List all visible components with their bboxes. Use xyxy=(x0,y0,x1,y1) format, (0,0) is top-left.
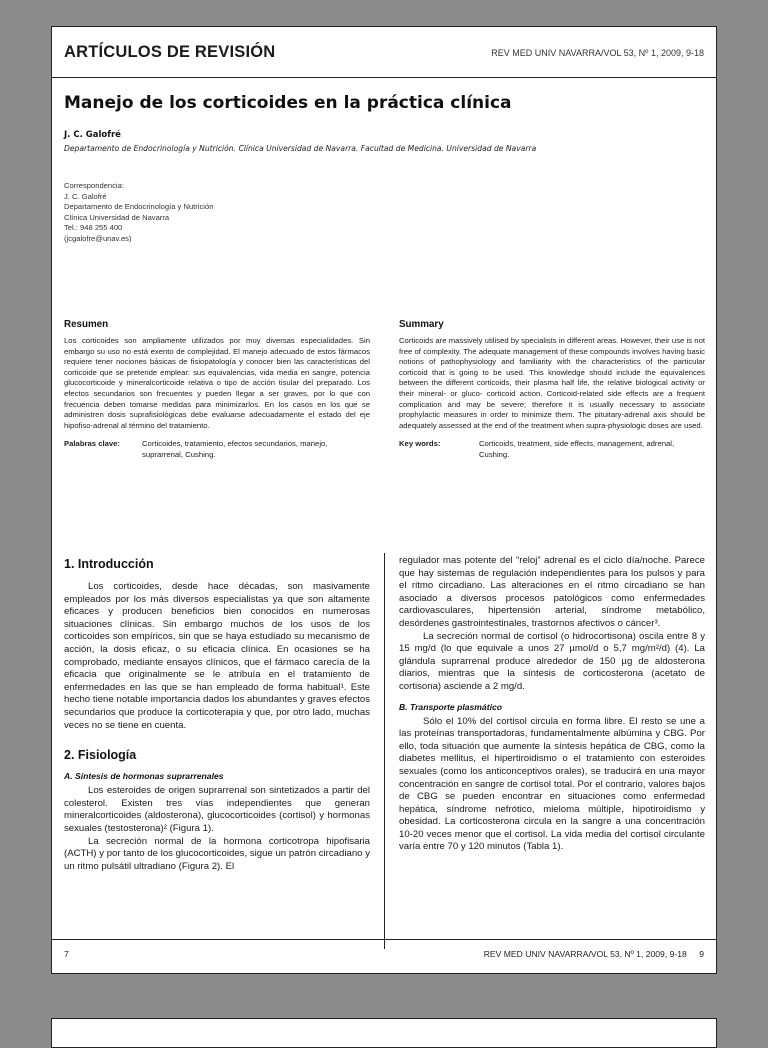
physiology-paragraph-2: La secreción normal de la hormona corticotropa hipofisaria (ACTH) y por tanto de los glucocorticoides, sigue un patrón circadiano y un ritmo pulsátil ultradiano (Figura 2). El xyxy=(64,835,370,872)
article-author: J. C. Galofré xyxy=(64,130,121,140)
footer-rule xyxy=(52,939,716,940)
cortisol-secretion-paragraph: La secreción normal de cortisol (o hidrocortisona) oscila entre 8 y 15 mg/d (lo que equivale a unos 27 µmol/d o 5,7 mg/m²/d) (4). La glándula suprarrenal produce alrededor de 150 µg de aldosterona diarios, mientras que la síntesis de corticosterona (acetato de cortisona) asciende a 2 mg/d. xyxy=(399,630,705,692)
summary-keywords xyxy=(399,439,705,460)
introduction-heading: 1. Introducción xyxy=(64,557,154,571)
correspondence-label: Correspondencia: xyxy=(64,181,124,190)
introduction-paragraph: Los corticoides, desde hace décadas, son masivamente empleados por los más diversos especialistas ya que son altamente eficaces y producen beneficios bien conocidos en numerosas situaciones clínicas. Sin embargo muchos de los usos de los corticoides son empíricos, sin que se haya estudiado su mecanismo de acción, la dosis eficaz, o su eficacia clínica. En ocasiones se ha comprobado, mediante ensayos clínicos, que el fármaco carecía de la eficacia que originalmente se le atribuía en el tratamiento de enfermedades en las que se han empleado de forma habitual¹. Este hecho tiene notable importancia dados los abundantes y graves efectos secundarios que produce la corticoterapia y que, por otro lado, muchas veces no se tiene en cuenta. xyxy=(64,581,370,731)
page-number-left: 7 xyxy=(64,949,69,959)
column-divider xyxy=(384,553,385,949)
key-words-label: Key words: xyxy=(399,439,441,449)
keywords-label: Palabras clave: xyxy=(64,439,120,449)
page-number-right: 9 xyxy=(699,949,704,959)
summary-heading: Summary xyxy=(399,319,444,330)
key-words-text: Corticoids, treatment, side effects, management, adrenal, Cushing. xyxy=(479,439,675,459)
next-page-edge xyxy=(51,1018,717,1048)
header-rule xyxy=(52,77,716,78)
summary-text: Corticoids are massively utilised by specialists in different areas. However, their use is not free of complexity. The adequate management of these compounds involves having basic notions of pathophysiology and familiarity with the characteristics of the particular corticoid that is going to be used. This knowledge should include the equivalences between the different corticoids, their plasma half life, the relative biological activity or their mineral- or gluco- corticoid action. Corticoid-related side effects are a frequent complication and may be severe; therefore it is usually necessary to associate prophylactic measures in order to minimize them. The pituitary-adrenal axis should be adequately assessed at the end of the treatment when supra-physiologic doses are used. xyxy=(399,336,705,430)
summary-block xyxy=(399,319,705,461)
keywords-text: Corticoides, tratamiento, efectos secundarios, manejo, suprarrenal, Cushing. xyxy=(142,439,328,459)
resumen-block xyxy=(64,319,370,461)
section-label: ARTÍCULOS DE REVISIÓN xyxy=(64,43,276,61)
transport-body xyxy=(399,716,705,855)
resumen-heading: Resumen xyxy=(64,319,109,330)
correspondence-email[interactable]: (jcgalofre@unav.es) xyxy=(64,233,132,243)
physiology-heading: 2. Fisiología xyxy=(64,748,137,763)
introduction-body xyxy=(64,581,370,732)
author-affiliation: Departamento de Endocrinología y Nutrición. Clínica Universidad de Navarra. Facultad de Medicina. Universidad de Navarra xyxy=(64,144,537,153)
document-page xyxy=(51,26,717,974)
correspondence-block xyxy=(64,181,364,245)
correspondence-institution: Clínica Universidad de Navarra xyxy=(64,212,170,222)
body-column-left xyxy=(64,557,370,873)
transport-paragraph: Sólo el 10% del cortisol circula en forma libre. El resto se une a las proteínas transportadoras, fundamentalmente albúmina y CBG. Por ello, toda situación que aumente la síntesis hepática de CBG, como la diabetes mellitus, el hipertiroidismo o el tratamiento con esteroides sexuales (como los anticonceptivos orales), se traducirá en una mayor concentración en sangre de cortisol total. Por el contrario, valores bajos de CBG se pueden encontrar en situaciones como enfermedad hepática, síndrome nefrótico, mieloma múltiple, hipotiroidismo y obesidad. La corticosterona circula en la sangre a una concentración 10-20 veces menor que el cortisol. La vida media del cortisol circulante varía entre 70 y 120 minutos (Tabla 1). xyxy=(399,715,705,853)
physiology-paragraph-1: Los esteroides de origen suprarrenal son sintetizados a partir del colesterol. Existen tres vías independientes que generan mineralcorticoides (aldosterona), glucocorticoides (cortisol) y hormonas sexuales (testosterona)² (Figura 1). xyxy=(64,785,370,834)
correspondence-department: Departamento de Endocrinología y Nutrición xyxy=(64,202,214,212)
resumen-text: Los corticoides son ampliamente utilizados por muy diversas especialidades. Sin embargo su uso no está exento de complejidad. El manejo adecuado de estos fármacos requiere tener nociones básicas de fisiopatología y conocer bien las características del corticoide que se pretende emplear: sus equivalencias, vida media en sangre, potencia glucocorticoide y mineralcorticoide relativa o tipo de acción tisular del preparado. Los efectos secundarios son frecuentes y pueden llegar a ser graves, por lo que con frecuencia deben tomarse medidas para minimizarlos. En los casos en los que se administren dosis suprafisiológicas debe evaluarse adecuadamente el estado del eje hipofiso-adrenal al término del tratamiento. xyxy=(64,336,370,430)
circadian-paragraph: regulador mas potente del “reloj” adrenal es el ciclo día/noche. Parece que hay sistemas de regulación independientes para los pulsos y para el ritmo circadiano. Las alteraciones en el ritmo circadiano se han asociado a diversos procesos patológicos como enfermedades cardiovasculares, hipertensión arterial, síndrome metabólico, desórdenes gastrointestinales, trastornos afectivos o cáncer³. xyxy=(399,555,705,629)
correspondence-name: J. C. Galofré xyxy=(64,191,107,201)
journal-reference-header: REV MED UNIV NAVARRA/VOL 53, Nº 1, 2009, 9-18 xyxy=(491,48,704,58)
article-title: Manejo de los corticoides en la práctica clínica xyxy=(64,93,512,113)
footer-journal-reference xyxy=(484,949,704,959)
footer-journal-text: REV MED UNIV NAVARRA/VOL 53, Nº 1, 2009, 9-18 xyxy=(483,949,687,959)
right-column-body xyxy=(399,555,705,694)
physiology-body xyxy=(64,785,370,873)
correspondence-phone: Tel.: 948 255 400 xyxy=(64,223,123,233)
subsection-a-heading: A. Síntesis de hormonas suprarrenales xyxy=(64,771,224,782)
subsection-b-heading: B. Transporte plasmático xyxy=(399,701,502,712)
body-column-right xyxy=(399,555,705,854)
resumen-keywords xyxy=(64,439,370,460)
